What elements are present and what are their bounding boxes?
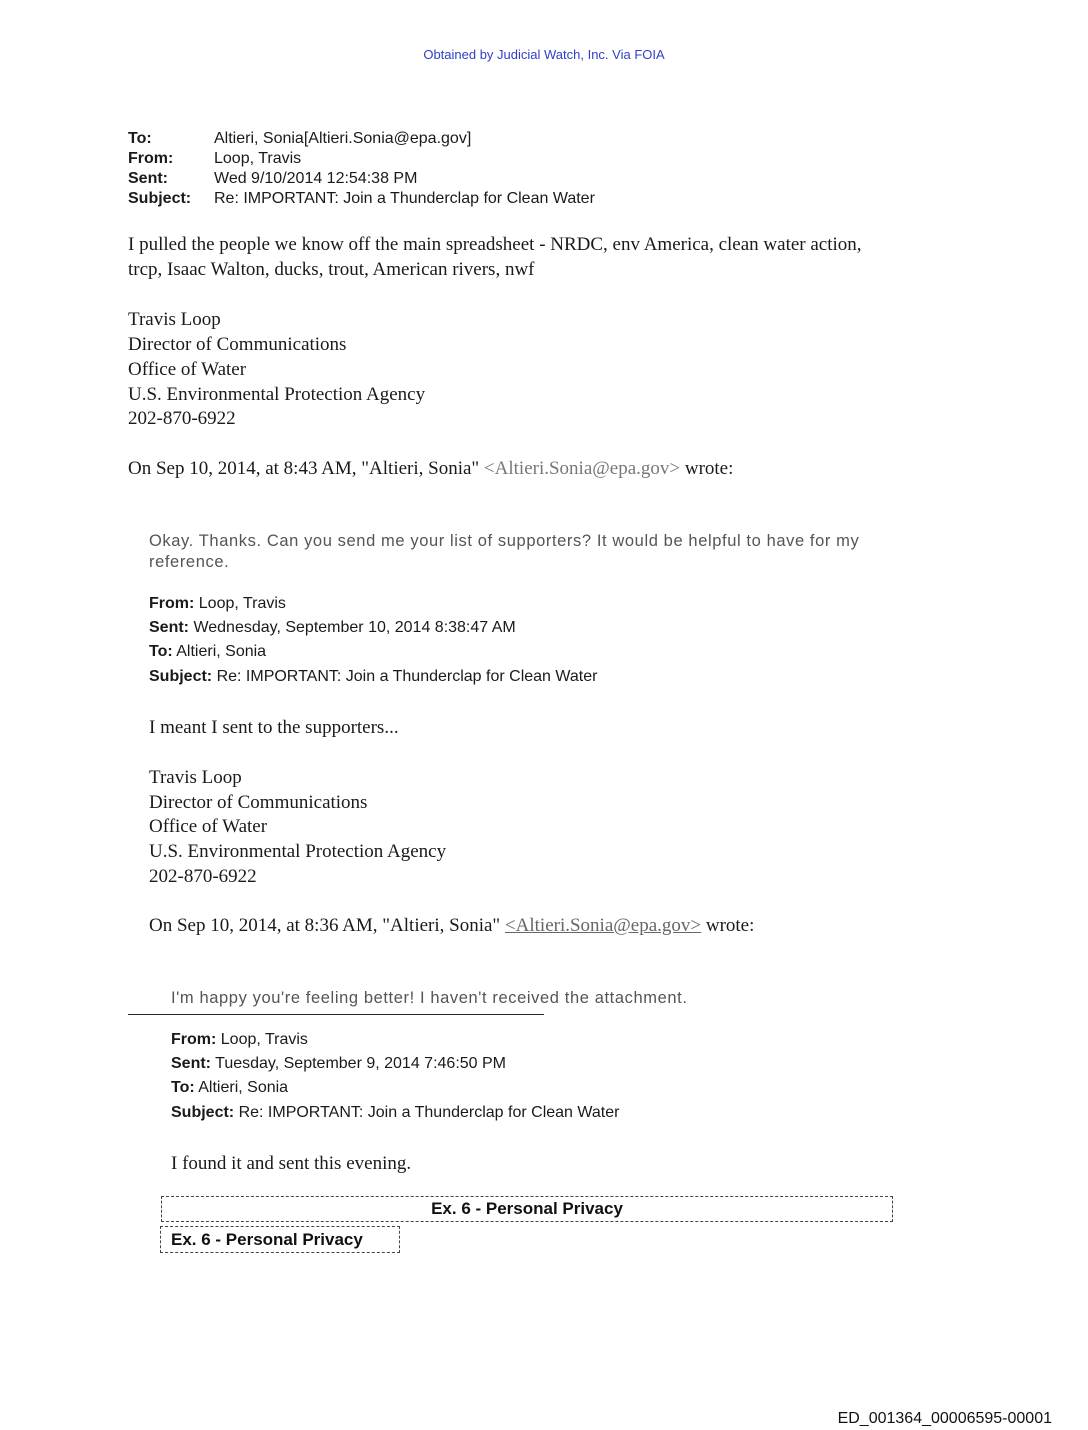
reply-1-line-1: Okay. Thanks. Can you send me your list of supporters? It would be helpful to have for my bbox=[149, 532, 860, 550]
message-1-line-2: trcp, Isaac Walton, ducks, trout, American rivers, nwf bbox=[128, 259, 535, 280]
signature-office: Office of Water bbox=[128, 359, 247, 380]
reply-1-line-2: reference. bbox=[149, 553, 230, 571]
quoted-2-subject-label: Subject: bbox=[171, 1104, 235, 1121]
message-1-line-1: I pulled the people we know off the main spreadsheet - NRDC, env America, clean water action, bbox=[128, 234, 862, 255]
wrote-2-suffix: wrote: bbox=[701, 915, 755, 936]
quoted-1-sent bbox=[149, 616, 516, 641]
quoted-2-to-label: To: bbox=[171, 1079, 195, 1096]
header-to-value: Altieri, Sonia[Altieri.Sonia@epa.gov] bbox=[214, 130, 472, 147]
header-from-value: Loop, Travis bbox=[214, 150, 302, 167]
wrote-1-email: <Altieri.Sonia@epa.gov> bbox=[483, 458, 681, 479]
header-from-label: From: bbox=[128, 150, 174, 167]
signature-2-office: Office of Water bbox=[149, 816, 268, 837]
wrote-1-prefix: On Sep 10, 2014, at 8:43 AM, "Altieri, Sonia" bbox=[128, 458, 484, 479]
signature-2-agency: U.S. Environmental Protection Agency bbox=[149, 841, 447, 862]
signature-2-phone: 202-870-6922 bbox=[149, 866, 257, 887]
message-2-line-1: I meant I sent to the supporters... bbox=[149, 717, 399, 738]
quoted-1-subject bbox=[149, 665, 597, 690]
header-sent-value: Wed 9/10/2014 12:54:38 PM bbox=[214, 170, 418, 187]
wrote-line-2 bbox=[149, 913, 754, 938]
wrote-2-email-link[interactable]: <Altieri.Sonia@epa.gov> bbox=[504, 915, 702, 936]
header-sent-label: Sent: bbox=[128, 170, 168, 187]
quoted-2-sent-value: Tuesday, September 9, 2014 7:46:50 PM bbox=[211, 1055, 506, 1072]
header-to-row bbox=[128, 129, 471, 149]
quoted-2-from bbox=[171, 1028, 308, 1053]
quoted-1-subject-label: Subject: bbox=[149, 668, 213, 685]
quote-divider bbox=[128, 1014, 544, 1015]
redaction-box-wide: Ex. 6 - Personal Privacy bbox=[161, 1196, 893, 1222]
quoted-1-sent-label: Sent: bbox=[149, 619, 189, 636]
reply-2-line-1: I'm happy you're feeling better! I haven't received the attachment. bbox=[171, 989, 688, 1007]
header-subject-label: Subject: bbox=[128, 190, 192, 207]
quoted-1-to-label: To: bbox=[149, 643, 173, 660]
quoted-2-subject bbox=[171, 1101, 619, 1126]
signature-name: Travis Loop bbox=[128, 309, 221, 330]
message-3-line-1: I found it and sent this evening. bbox=[171, 1153, 412, 1174]
redaction-box-small: Ex. 6 - Personal Privacy bbox=[160, 1226, 400, 1253]
header-from-row bbox=[128, 149, 301, 169]
signature-2-name: Travis Loop bbox=[149, 767, 242, 788]
quoted-1-to-value: Altieri, Sonia bbox=[172, 643, 267, 660]
quoted-1-subject-value: Re: IMPORTANT: Join a Thunderclap for Clean Water bbox=[212, 668, 598, 685]
quoted-2-subject-value: Re: IMPORTANT: Join a Thunderclap for Clean Water bbox=[234, 1104, 620, 1121]
header-to-label: To: bbox=[128, 130, 152, 147]
quoted-2-to-value: Altieri, Sonia bbox=[194, 1079, 289, 1096]
quoted-2-from-value: Loop, Travis bbox=[216, 1031, 308, 1048]
foia-banner: Obtained by Judicial Watch, Inc. Via FOIA bbox=[423, 47, 665, 62]
quoted-1-from bbox=[149, 592, 286, 617]
signature-agency: U.S. Environmental Protection Agency bbox=[128, 384, 426, 405]
wrote-1-suffix: wrote: bbox=[680, 458, 734, 479]
quoted-2-sent bbox=[171, 1052, 506, 1077]
signature-title: Director of Communications bbox=[128, 334, 347, 355]
quoted-1-sent-value: Wednesday, September 10, 2014 8:38:47 AM bbox=[189, 619, 516, 636]
header-subject-row bbox=[128, 189, 595, 209]
wrote-2-prefix: On Sep 10, 2014, at 8:36 AM, "Altieri, Sonia" bbox=[149, 915, 505, 936]
signature-2-title: Director of Communications bbox=[149, 792, 368, 813]
quoted-2-to bbox=[171, 1076, 288, 1101]
signature-phone: 202-870-6922 bbox=[128, 408, 236, 429]
quoted-1-from-label: From: bbox=[149, 595, 195, 612]
wrote-line-1 bbox=[128, 456, 733, 481]
header-subject-value: Re: IMPORTANT: Join a Thunderclap for Clean Water bbox=[214, 190, 595, 207]
header-sent-row bbox=[128, 169, 417, 189]
quoted-2-from-label: From: bbox=[171, 1031, 217, 1048]
bates-number: ED_001364_00006595-00001 bbox=[837, 1410, 1052, 1427]
quoted-2-sent-label: Sent: bbox=[171, 1055, 211, 1072]
quoted-1-to bbox=[149, 640, 266, 665]
quoted-1-from-value: Loop, Travis bbox=[194, 595, 286, 612]
